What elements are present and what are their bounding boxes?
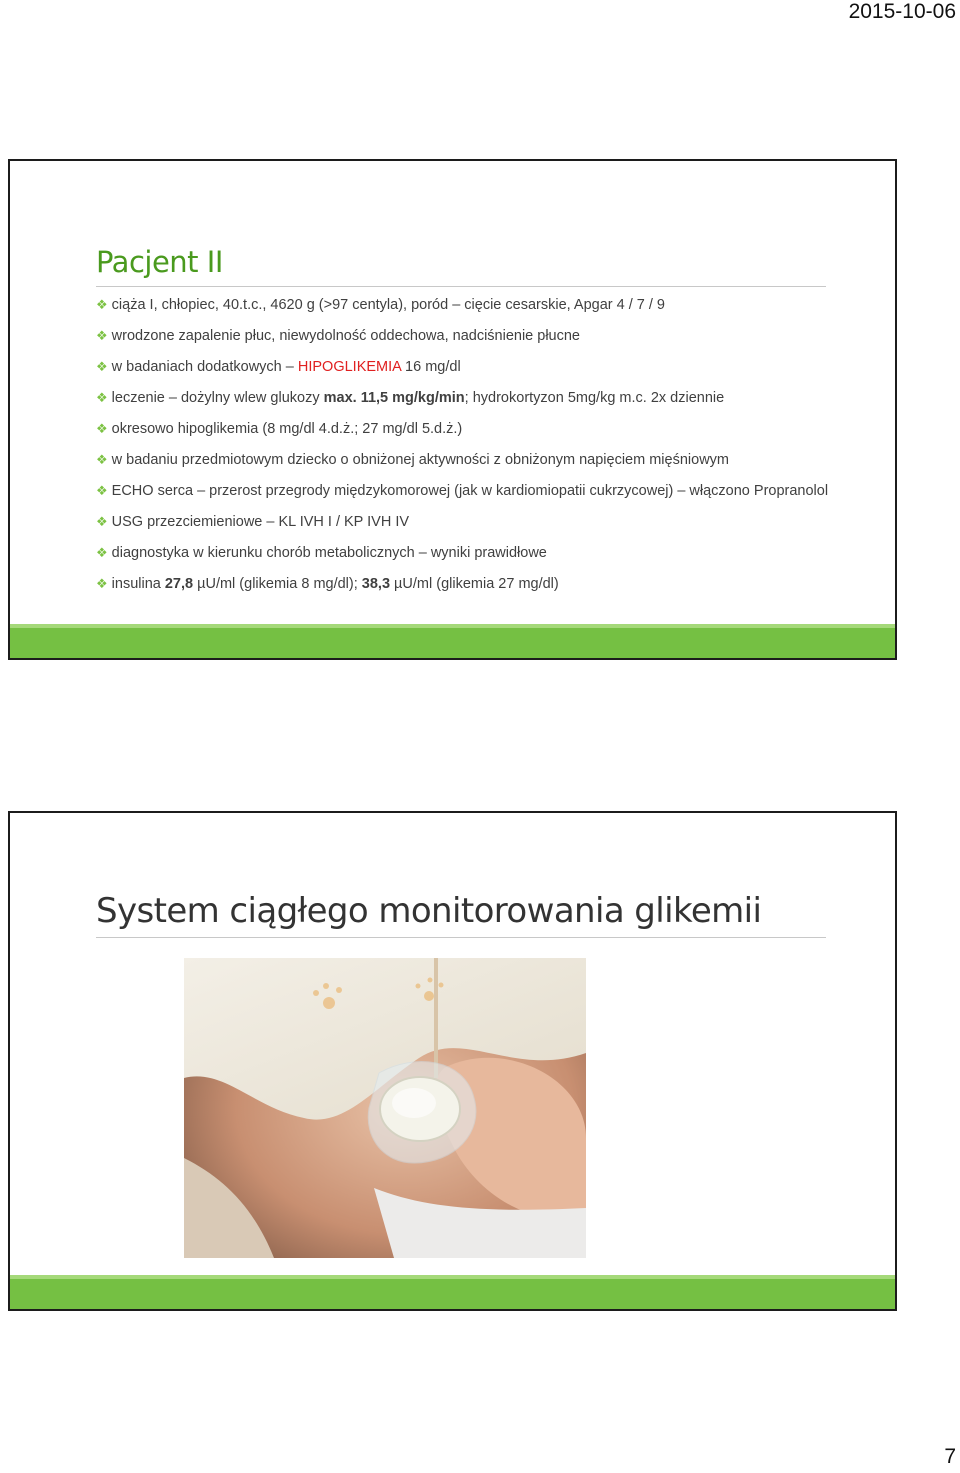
diamond-bullet-icon: ❖	[96, 576, 108, 591]
slide-footer-bar	[10, 624, 895, 658]
bullet-text: 16 mg/dl	[401, 359, 461, 375]
bullet-item	[96, 326, 836, 346]
diamond-bullet-icon: ❖	[96, 390, 108, 405]
diamond-bullet-icon: ❖	[96, 421, 108, 436]
diamond-bullet-icon: ❖	[96, 483, 108, 498]
slide-footer-bar	[10, 1275, 895, 1309]
bullet-text: wrodzone zapalenie płuc, niewydolność oddechowa, nadciśnienie płucne	[111, 328, 580, 344]
bullet-text: max. 11,5 mg/kg/min	[323, 390, 465, 406]
title-divider	[96, 937, 826, 938]
diamond-bullet-icon: ❖	[96, 328, 108, 343]
slide-cgm-system	[8, 811, 897, 1311]
page-number: 7	[944, 1445, 956, 1468]
diamond-bullet-icon: ❖	[96, 514, 108, 529]
bullet-item	[96, 388, 836, 408]
slide-title: System ciągłego monitorowania glikemii	[96, 891, 762, 931]
bullet-list	[96, 295, 836, 605]
slide-title: Pacjent II	[96, 245, 223, 279]
bullet-text: insulina	[111, 576, 165, 592]
bullet-text: okresowo hipoglikemia (8 mg/dl 4.d.ż.; 27 mg/dl 5.d.ż.)	[111, 421, 463, 437]
document-date: 2015-10-06	[848, 0, 956, 23]
diamond-bullet-icon: ❖	[96, 452, 108, 467]
bullet-text: µU/ml (glikemia 27 mg/dl)	[390, 576, 559, 592]
cgm-sensor-photo	[184, 958, 586, 1258]
bullet-text: diagnostyka w kierunku chorób metabolicznych – wyniki prawidłowe	[111, 545, 547, 561]
bullet-text: 27,8	[164, 576, 194, 592]
bullet-item	[96, 543, 836, 563]
bullet-item	[96, 574, 836, 594]
bullet-text: w badaniu przedmiotowym dziecko o obniżonej aktywności z obniżonym napięciem mięśniowym	[111, 452, 729, 468]
bullet-item	[96, 512, 836, 532]
photo-illustration	[184, 958, 586, 1258]
slide-patient-2	[8, 159, 897, 660]
diamond-bullet-icon: ❖	[96, 545, 108, 560]
bullet-text: ciąża I, chłopiec, 40.t.c., 4620 g (>97 centyla), poród – cięcie cesarskie, Apgar 4 / 7 / 9	[111, 297, 665, 313]
bullet-text: HIPOGLIKEMIA	[297, 359, 402, 375]
bullet-text: µU/ml (glikemia 8 mg/dl);	[193, 576, 362, 592]
bullet-item	[96, 481, 836, 501]
diamond-bullet-icon: ❖	[96, 297, 108, 312]
bullet-text: w badaniach dodatkowych –	[111, 359, 298, 375]
bullet-text: USG przezciemieniowe – KL IVH I / KP IVH IV	[111, 514, 410, 530]
bullet-item	[96, 295, 836, 315]
bullet-item	[96, 450, 836, 470]
bullet-text: ; hydrokortyzon 5mg/kg m.c. 2x dziennie	[464, 390, 725, 406]
bullet-text: leczenie – dożylny wlew glukozy	[111, 390, 324, 406]
bullet-item	[96, 357, 836, 377]
diamond-bullet-icon: ❖	[96, 359, 108, 374]
bullet-text: ECHO serca – przerost przegrody międzykomorowej (jak w kardiomiopatii cukrzycowej) – włączono Propranolol	[111, 483, 829, 499]
bullet-text: 38,3	[361, 576, 391, 592]
bullet-item	[96, 419, 836, 439]
title-divider	[96, 286, 826, 287]
